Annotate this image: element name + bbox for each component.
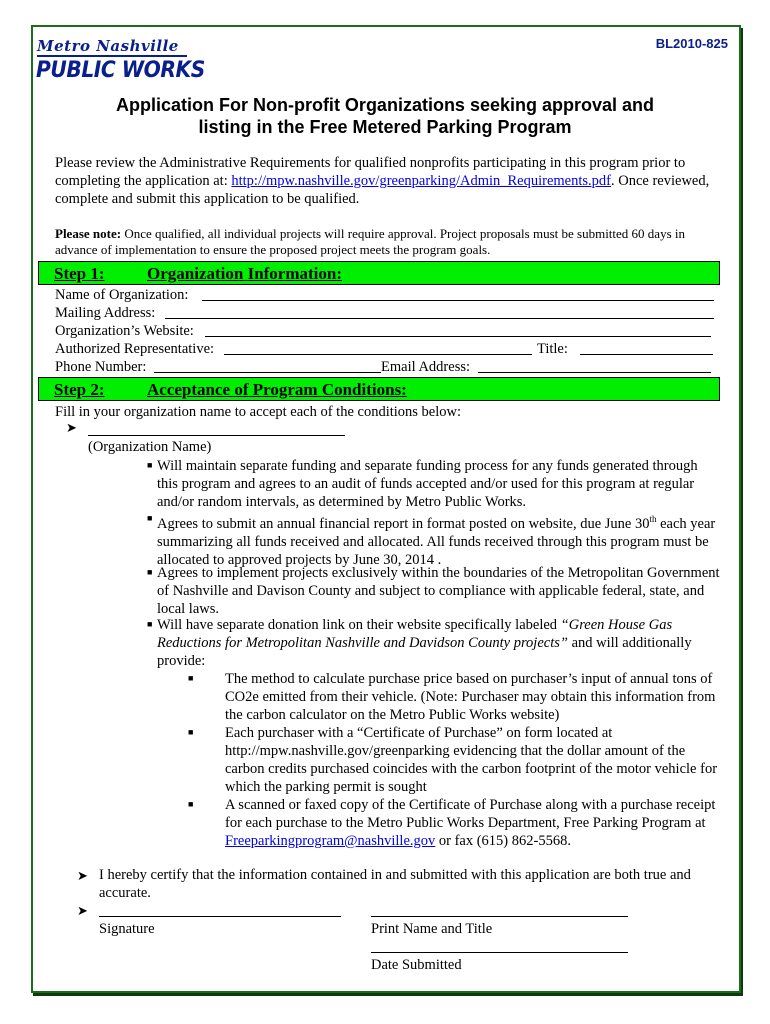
org-name-label: Name of Organization: (55, 287, 189, 303)
phone-input[interactable] (154, 372, 381, 373)
square-bullet-icon: ■ (188, 727, 194, 737)
condition-2-sup: th (649, 514, 657, 524)
condition-3: Agrees to implement projects exclusively within the boundaries of the Metropolitan Government of Nashville and Davison County and subject to compliance with applicable federal, state, and local laws. (157, 565, 720, 617)
condition-4-rest: and will additionally provide: (157, 635, 692, 669)
logo-divider (37, 55, 187, 57)
admin-requirements-link[interactable]: http://mpw.nashville.gov/greenparking/Admin_Requirements.pdf (231, 173, 611, 189)
step2-label: Acceptance of Program Conditions: (147, 380, 407, 399)
email-label: Email Address: (381, 359, 471, 375)
note-paragraph (55, 226, 715, 258)
condition-4-text: Will have separate donation link on their website specifically labeled (157, 617, 561, 633)
condition-2-rest: each year summarizing all funds received and allocated. All funds received through this program must be allocated to approved projects by June 30, 2014 . (157, 515, 716, 568)
document-code: BL2010-825 (655, 36, 728, 51)
org-name-input[interactable] (202, 300, 714, 301)
email-input[interactable] (478, 372, 711, 373)
arrow-bullet-icon: ➤ (77, 869, 88, 884)
authorized-rep-input[interactable] (224, 354, 532, 355)
org-name-caption: (Organization Name) (88, 439, 212, 455)
note-text: Once qualified, all individual projects will require approval. Project proposals must be submitted 60 days in advance of implementation to ensure the proposed project meets the program goals. (55, 226, 685, 257)
certify-statement: I hereby certify that the information contained in and submitted with this application are both true and accurate. (99, 867, 691, 901)
signature-input[interactable] (99, 916, 341, 917)
condition-2-text: Agrees to submit an annual financial report in format posted on website, due June 30 (157, 515, 650, 532)
mailing-address-label: Mailing Address: (55, 305, 156, 321)
sub-item-2: Each purchaser with a “Certificate of Purchase” on form located at http://mpw.nashville.gov/greenparking evidencing that the dollar amount of the carbon credits purchased coincides with the carbon footprint of the motor vehicle for which the parking permit is sought (225, 725, 718, 795)
signature-label: Signature (99, 921, 155, 937)
step2-instruction: Fill in your organization name to accept each of the conditions below: (55, 404, 462, 420)
intro-paragraph (55, 154, 715, 208)
title-label: Title: (537, 341, 568, 357)
square-bullet-icon: ■ (147, 567, 153, 577)
freeparking-email-link[interactable]: Freeparkingprogram@nashville.gov (225, 833, 436, 849)
note-label: Please note: (55, 226, 122, 241)
condition-4-italic: “Green House Gas Reductions for Metropolitan Nashville and Davidson County projects” (157, 617, 673, 651)
print-name-label: Print Name and Title (371, 921, 493, 937)
step1-label: Organization Information: (147, 264, 343, 283)
square-bullet-icon: ■ (147, 619, 153, 629)
mailing-address-input[interactable] (165, 318, 714, 319)
logo-metro-nashville: Metro Nashville (37, 37, 179, 55)
phone-label: Phone Number: (55, 359, 147, 375)
square-bullet-icon: ■ (147, 460, 153, 470)
step2-number: Step 2: (54, 380, 105, 399)
square-bullet-icon: ■ (147, 513, 153, 523)
arrow-bullet-icon: ➤ (77, 904, 88, 919)
page-title-line1: Application For Non-profit Organizations seeking approval and (115, 95, 655, 115)
intro-text: Please review the Administrative Requirements for qualified nonprofits participating in this program prior to completing the application at: (55, 155, 686, 189)
print-name-input[interactable] (371, 916, 628, 917)
arrow-bullet-icon: ➤ (66, 421, 77, 436)
org-name-accept-input[interactable] (88, 435, 345, 436)
authorized-rep-label: Authorized Representative: (55, 341, 215, 357)
title-input[interactable] (580, 354, 713, 355)
sub-item-1: The method to calculate purchase price based on purchaser’s input of annual tons of CO2e emitted from their vehicle. (Note: Purchaser may obtain this information from the carbon calculator on the Metro Public Works website) (225, 671, 716, 723)
condition-2 (157, 510, 720, 569)
condition-4 (157, 616, 720, 670)
date-label: Date Submitted (371, 957, 462, 973)
step2-header (38, 377, 720, 401)
website-label: Organization’s Website: (55, 323, 194, 339)
sub-item-3-rest: or fax (615) 862-5568. (435, 833, 571, 849)
sub-item-3-text: A scanned or faxed copy of the Certificate of Purchase along with a purchase receipt for each purchase to the Metro Public Works Department, Free Parking Program at (225, 797, 716, 831)
website-input[interactable] (205, 336, 711, 337)
intro-text-end: . Once reviewed, complete and submit this application to be qualified. (55, 173, 710, 207)
page-title-line2: listing in the Free Metered Parking Program (198, 117, 572, 137)
step1-header (38, 261, 720, 285)
logo-public-works: PUBLIC WORKS (36, 58, 205, 83)
date-input[interactable] (371, 952, 628, 953)
step1-number: Step 1: (54, 264, 105, 283)
square-bullet-icon: ■ (188, 799, 194, 809)
square-bullet-icon: ■ (188, 673, 194, 683)
condition-1: Will maintain separate funding and separate funding process for any funds generated through this program and agrees to an audit of funds accepted and/or used for this program at regular and/or random intervals, as determined by Metro Public Works. (157, 458, 698, 510)
sub-item-3 (225, 796, 720, 850)
